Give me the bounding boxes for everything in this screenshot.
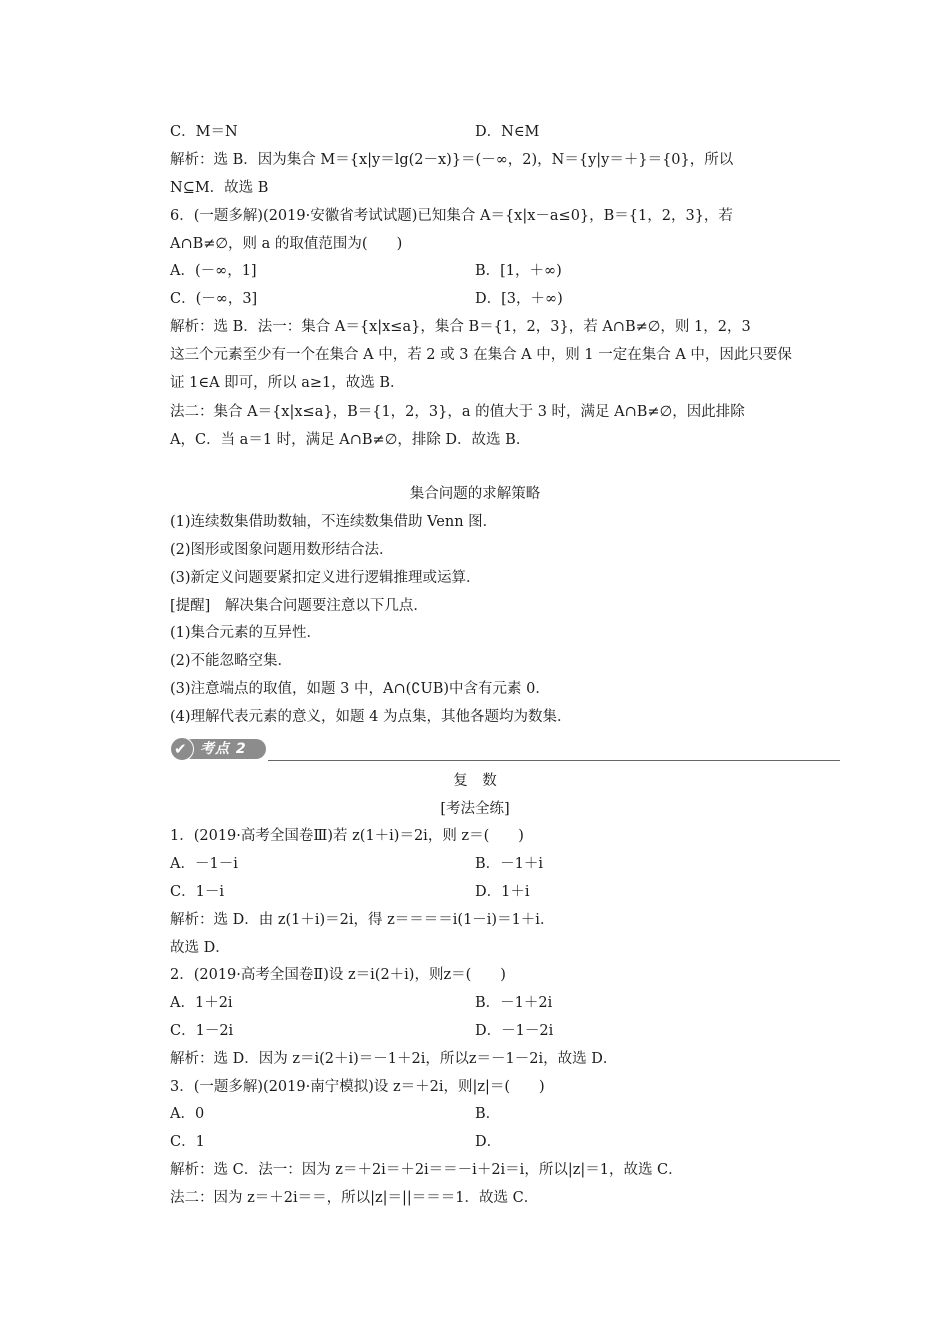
text-line: 解析：选 D．因为 z＝i(2＋i)＝－1＋2i，所以z＝－1－2i，故选 D． (170, 1051, 618, 1067)
text-line: (1)连续数集借助数轴，不连续数集借助 Venn 图． (170, 514, 498, 530)
text-line: D．N∈M (475, 124, 540, 140)
badge-label: 考点 2 (200, 741, 247, 757)
text-line: D．－1－2i (475, 1023, 554, 1039)
text-line: A．(－∞，1] (170, 263, 257, 279)
text-line: 法二：因为 z＝＋2i＝＝，所以|z|＝||＝＝＝1．故选 C． (170, 1190, 539, 1206)
text-line: C．(－∞，3] (170, 291, 258, 307)
check-icon: ✔ (174, 740, 187, 758)
text-line: (2)不能忽略空集． (170, 653, 293, 669)
section-badge (170, 737, 268, 761)
section-divider (268, 760, 840, 761)
text-line: 故选 D． (170, 940, 230, 956)
text-line: D．1＋i (475, 884, 530, 900)
text-line: 复 数 (453, 773, 497, 789)
text-line: C．1－i (170, 884, 224, 900)
text-line: C．M＝N (170, 124, 238, 140)
text-line: A，C．当 a＝1 时，满足 A∩B≠∅，排除 D．故选 B． (170, 432, 531, 448)
text-line: A∩B≠∅，则 a 的取值范围为( ) (170, 236, 403, 252)
text-line: [提醒] 解决集合问题要注意以下几点． (170, 598, 428, 614)
text-line: 解析：选 B．因为集合 M＝{x|y＝lg(2－x)}＝(－∞，2)，N＝{y|y＝＋}＝{0}，所以 (170, 152, 734, 168)
text-line: 2．(2019·高考全国卷Ⅱ)设 z＝i(2＋i)，则z＝( ) (170, 967, 506, 983)
text-line: 1．(2019·高考全国卷Ⅲ)若 z(1＋i)＝2i，则 z＝( ) (170, 828, 524, 844)
text-line: C．1 (170, 1134, 205, 1150)
text-line: 6．(一题多解)(2019·安徽省考试试题)已知集合 A＝{x|x－a≤0}，B＝{1，2，3}，若 (170, 208, 733, 224)
text-line: 法二：集合 A＝{x|x≤a}，B＝{1，2，3}，a 的值大于 3 时，满足 A∩B≠∅，因此排除 (170, 404, 745, 420)
text-line: D．[3，＋∞) (475, 291, 563, 307)
text-line: A．－1－i (170, 856, 238, 872)
text-line: B． (475, 1106, 501, 1122)
text-line: 解析：选 D．由 z(1＋i)＝2i，得 z＝＝＝＝i(1－i)＝1＋i． (170, 912, 555, 928)
text-line: D． (475, 1134, 502, 1150)
text-line: B．－1＋2i (475, 995, 553, 1011)
text-line: 解析：选 B．法一：集合 A＝{x|x≤a}，集合 B＝{1，2，3}，若 A∩B≠∅，则 1，2，3 (170, 319, 751, 335)
text-line: (4)理解代表元素的意义，如题 4 为点集，其他各题均为数集． (170, 709, 572, 725)
text-line: 这三个元素至少有一个在集合 A 中，若 2 或 3 在集合 A 中，则 1 一定在集合 A 中，因此只要保 (170, 347, 792, 363)
text-line: N⊆M．故选 B (170, 180, 269, 196)
text-line: A．1＋2i (170, 995, 233, 1011)
text-line: (1)集合元素的互异性． (170, 625, 322, 641)
text-line: A．0 (170, 1106, 205, 1122)
text-line: (3)新定义问题要紧扣定义进行逻辑推理或运算． (170, 570, 481, 586)
text-line: 证 1∈A 即可，所以 a≥1，故选 B． (170, 375, 405, 391)
text-line: 3．(一题多解)(2019·南宁模拟)设 z＝＋2i，则|z|＝( ) (170, 1079, 545, 1095)
text-line: (2)图形或图象问题用数形结合法． (170, 542, 394, 558)
text-line: C．1－2i (170, 1023, 234, 1039)
text-line: (3)注意端点的取值，如题 3 中，A∩(∁UB)中含有元素 0． (170, 681, 550, 697)
text-line: 解析：选 C．法一：因为 z＝＋2i＝＋2i＝＝－i＋2i＝i，所以|z|＝1，故选 C． (170, 1162, 683, 1178)
text-line: 集合问题的求解策略 (409, 486, 541, 502)
text-line: [考法全练] (440, 801, 510, 817)
text-line: B．[1，＋∞) (475, 263, 562, 279)
text-line: B．－1＋i (475, 856, 544, 872)
